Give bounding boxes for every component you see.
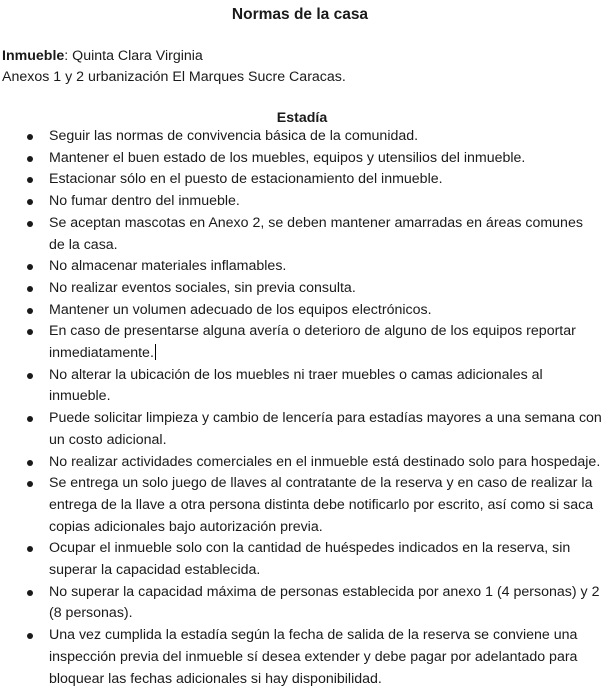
property-info [2,46,346,88]
rule-item [0,213,606,256]
bullet-icon [27,308,33,314]
rule-text: No alterar la ubicación de los muebles ni traer muebles o camas adicionales al inmueble. [49,366,543,405]
bullet-icon [27,264,33,270]
rule-text: No realizar eventos sociales, sin previa consulta. [49,279,356,296]
bullet-icon [27,156,33,162]
rule-text: No realizar actividades comerciales en el inmueble está destinado solo para hospedaje. [49,453,601,470]
text-cursor [155,344,157,360]
rule-item [0,452,606,474]
rule-item [0,582,606,625]
bullet-icon [27,373,33,379]
bullet-icon [27,221,33,227]
rule-text: Estacionar sólo en el puesto de estacionamiento del inmueble. [49,171,443,188]
rule-text: Ocupar el inmueble solo con la cantidad de huéspedes indicados en la reserva, sin superar la capacidad establecida. [49,540,571,579]
property-label: Inmueble [2,48,65,64]
rule-item [0,625,606,690]
rule-text: Mantener el buen estado de los muebles, equipos y utensilios del inmueble. [49,149,526,166]
bullet-icon [27,590,33,596]
rule-text: No fumar dentro del inmueble. [49,193,240,210]
bullet-icon [27,416,33,422]
rule-item [0,126,606,148]
rule-item [0,300,606,322]
bullet-icon [27,286,33,292]
rule-text: Mantener un volumen adecuado de los equipos electrónicos. [49,301,432,318]
section-heading-estadia: Estadía [276,110,328,126]
rule-text: Puede solicitar limpieza y cambio de lencería para estadías mayores a una semana con un costo adicional. [49,410,602,448]
document-title: Normas de la casa [231,6,369,23]
property-address: Anexos 1 y 2 urbanización El Marques Sucre Caracas. [2,69,346,85]
bullet-icon [27,481,33,487]
property-name: : Quinta Clara Virginia [64,48,203,64]
rule-item [0,408,606,451]
rule-text: En caso de presentarse alguna avería o deterioro de alguno de los equipos reportar inmediatamente. [49,323,576,362]
bullet-icon [27,134,33,140]
rule-item [0,278,606,300]
rule-item [0,321,606,364]
rule-item [0,169,606,191]
rule-text: Seguir las normas de convivencia básica de la comunidad. [49,128,419,144]
rule-text: Se entrega un solo juego de llaves al contratante de la reserva y en caso de realizar la entrega de la llave a otra persona distinta debe notificarlo por escrito, así como si saca copias adicionales bajo autorización previa. [49,475,594,535]
bullet-icon [27,633,33,639]
bullet-icon [27,460,33,466]
rule-item [0,538,606,581]
rule-text: Se aceptan mascotas en Anexo 2, se deben mantener amarradas en áreas comunes de la casa. [49,214,583,253]
rule-item [0,365,606,408]
bullet-icon [27,199,33,205]
rule-text: No almacenar materiales inflamables. [49,258,287,275]
rule-item [0,256,606,278]
bullet-icon [27,329,33,335]
rule-text: No superar la capacidad máxima de personas establecida por anexo 1 (4 personas) y 2 (8 personas). [49,583,600,622]
rule-item [0,191,606,213]
bullet-icon [27,177,33,183]
bullet-icon [27,546,33,552]
rule-item [0,473,606,538]
property-name-line [2,46,346,67]
rules-list [0,126,606,690]
rule-text: Una vez cumplida la estadía según la fecha de salida de la reserva se conviene una inspección previa del inmueble sí desea extender y debe pagar por adelantado para bloquear las fechas adicionales si hay disponibilidad. [49,627,578,687]
rule-item [0,148,606,170]
